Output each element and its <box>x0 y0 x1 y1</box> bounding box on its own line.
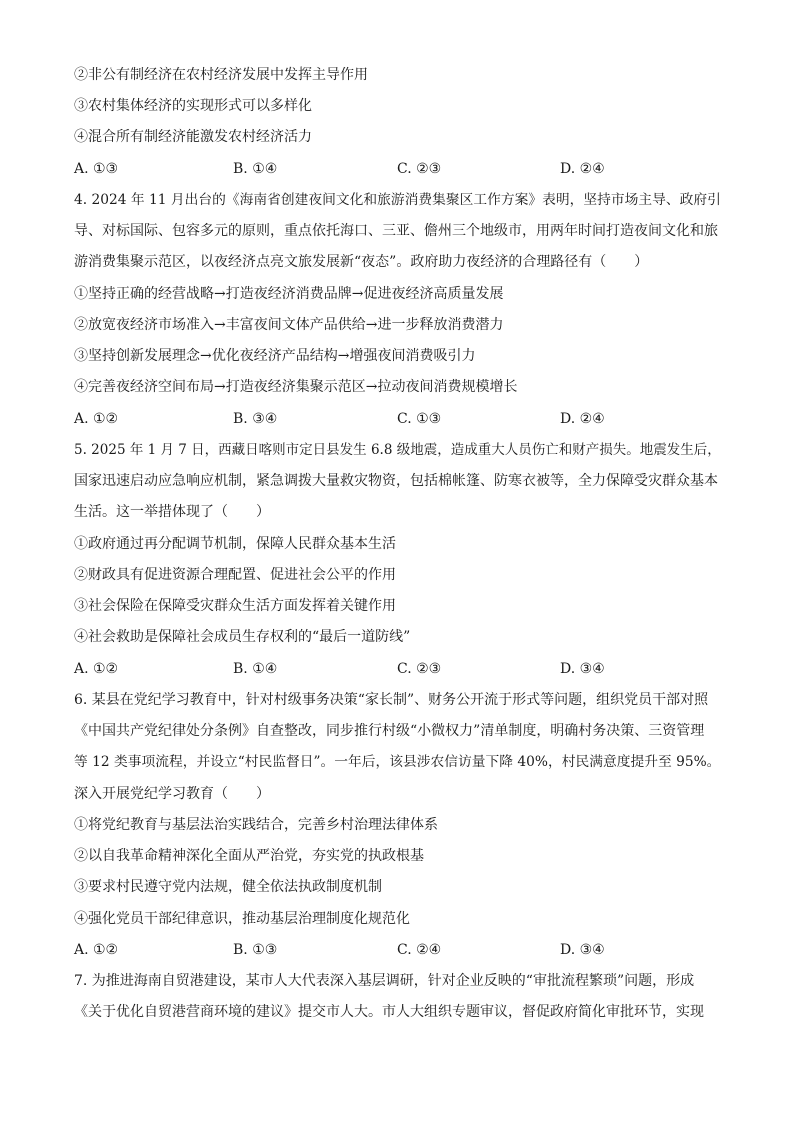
q6-statement-2: ②以自我革命精神深化全面从严治党，夯实党的执政根基 <box>74 848 424 864</box>
q3-statement-4: ④混合所有制经济能激发农村经济活力 <box>74 129 312 145</box>
q4-choice-d: D. ②④ <box>560 411 605 427</box>
q5-statement-3: ③社会保险在保障受灾群众生活方面发挥着关键作用 <box>74 598 396 614</box>
q3-statement-3: ③农村集体经济的实现形式可以多样化 <box>74 98 312 114</box>
q6-stem-line-2: 《中国共产党纪律处分条例》自查整改，同步推行村级“小微权力”清单制度，明确村务决策、三资管理 <box>74 723 705 739</box>
q5-choice-b: B. ①④ <box>233 661 278 677</box>
q5-stem-line-3: 生活。这一举措体现了（ ） <box>74 504 270 520</box>
q3-statement-2: ②非公有制经济在农村经济发展中发挥主导作用 <box>74 67 368 83</box>
q5-choices <box>74 659 724 679</box>
q7-stem-line-1: 7. 为推进海南自贸港建设，某市人大代表深入基层调研，针对企业反映的“审批流程繁琐”问题，形成 <box>74 973 695 989</box>
q5-statement-2: ②财政具有促进资源合理配置、促进社会公平的作用 <box>74 567 396 583</box>
q4-statement-1: ①坚持正确的经营战略→打造夜经济消费品牌→促进夜经济高质量发展 <box>74 286 504 302</box>
q4-choices <box>74 409 724 429</box>
q4-stem-line-2: 导、对标国际、包容多元的原则，重点依托海口、三亚、儋州三个地级市，用两年时间打造夜间文化和旅 <box>74 223 718 239</box>
q6-stem-line-3: 等 12 类事项流程，并设立“村民监督日”。一年后，该县涉农信访量下降 40%，村民满意度提升至 95%。 <box>74 754 721 770</box>
q6-choice-a: A. ①② <box>74 942 119 958</box>
q4-stem-line-1: 4. 2024 年 11 月出台的《海南省创建夜间文化和旅游消费集聚区工作方案》表明，坚持市场主导、政府引 <box>74 192 721 208</box>
q6-stem-line-4: 深入开展党纪学习教育（ ） <box>74 786 270 802</box>
q3-choice-a: A. ①③ <box>74 161 119 177</box>
q3-choice-d: D. ②④ <box>560 161 605 177</box>
q6-choice-d: D. ③④ <box>560 942 605 958</box>
q6-choice-b: B. ①③ <box>233 942 278 958</box>
q6-stem-line-1: 6. 某县在党纪学习教育中，针对村级事务决策“家长制”、财务公开流于形式等问题，组织党员干部对照 <box>74 692 709 708</box>
q4-choice-c: C. ①③ <box>397 411 442 427</box>
q5-choice-c: C. ②③ <box>397 661 442 677</box>
q4-statement-2: ②放宽夜经济市场准入→丰富夜间文体产品供给→进一步释放消费潜力 <box>74 317 504 333</box>
q5-statement-4: ④社会救助是保障社会成员生存权利的“最后一道防线” <box>74 629 411 645</box>
q6-statement-1: ①将党纪教育与基层法治实践结合，完善乡村治理法律体系 <box>74 817 438 833</box>
q4-choice-b: B. ③④ <box>233 411 278 427</box>
q3-choices <box>74 159 724 179</box>
q6-choices <box>74 940 724 960</box>
q4-statement-3: ③坚持创新发展理念→优化夜经济产品结构→增强夜间消费吸引力 <box>74 348 476 364</box>
q5-stem-line-2: 国家迅速启动应急响应机制，紧急调拨大量救灾物资，包括棉帐篷、防寒衣被等，全力保障受灾群众基本 <box>74 473 718 489</box>
q6-statement-3: ③要求村民遵守党内法规，健全依法执政制度机制 <box>74 879 382 895</box>
q5-choice-a: A. ①② <box>74 661 119 677</box>
q5-choice-d: D. ③④ <box>560 661 605 677</box>
q3-choice-c: C. ②③ <box>397 161 442 177</box>
q4-stem-line-3: 游消费集聚示范区，以夜经济点亮文旅发展新“夜态”。政府助力夜经济的合理路径有（ ） <box>74 254 649 270</box>
q7-stem-line-2: 《关于优化自贸港营商环境的建议》提交市人大。市人大组织专题审议，督促政府简化审批环节，实现 <box>74 1004 704 1020</box>
q4-statement-4: ④完善夜经济空间布局→打造夜经济集聚示范区→拉动夜间消费规模增长 <box>74 379 518 395</box>
q3-choice-b: B. ①④ <box>233 161 278 177</box>
q5-statement-1: ①政府通过再分配调节机制，保障人民群众基本生活 <box>74 536 396 552</box>
q4-choice-a: A. ①② <box>74 411 119 427</box>
q6-statement-4: ④强化党员干部纪律意识，推动基层治理制度化规范化 <box>74 911 410 927</box>
q6-choice-c: C. ②④ <box>397 942 442 958</box>
q5-stem-line-1: 5. 2025 年 1 月 7 日，西藏日喀则市定日县发生 6.8 级地震，造成重大人员伤亡和财产损失。地震发生后， <box>74 442 721 458</box>
